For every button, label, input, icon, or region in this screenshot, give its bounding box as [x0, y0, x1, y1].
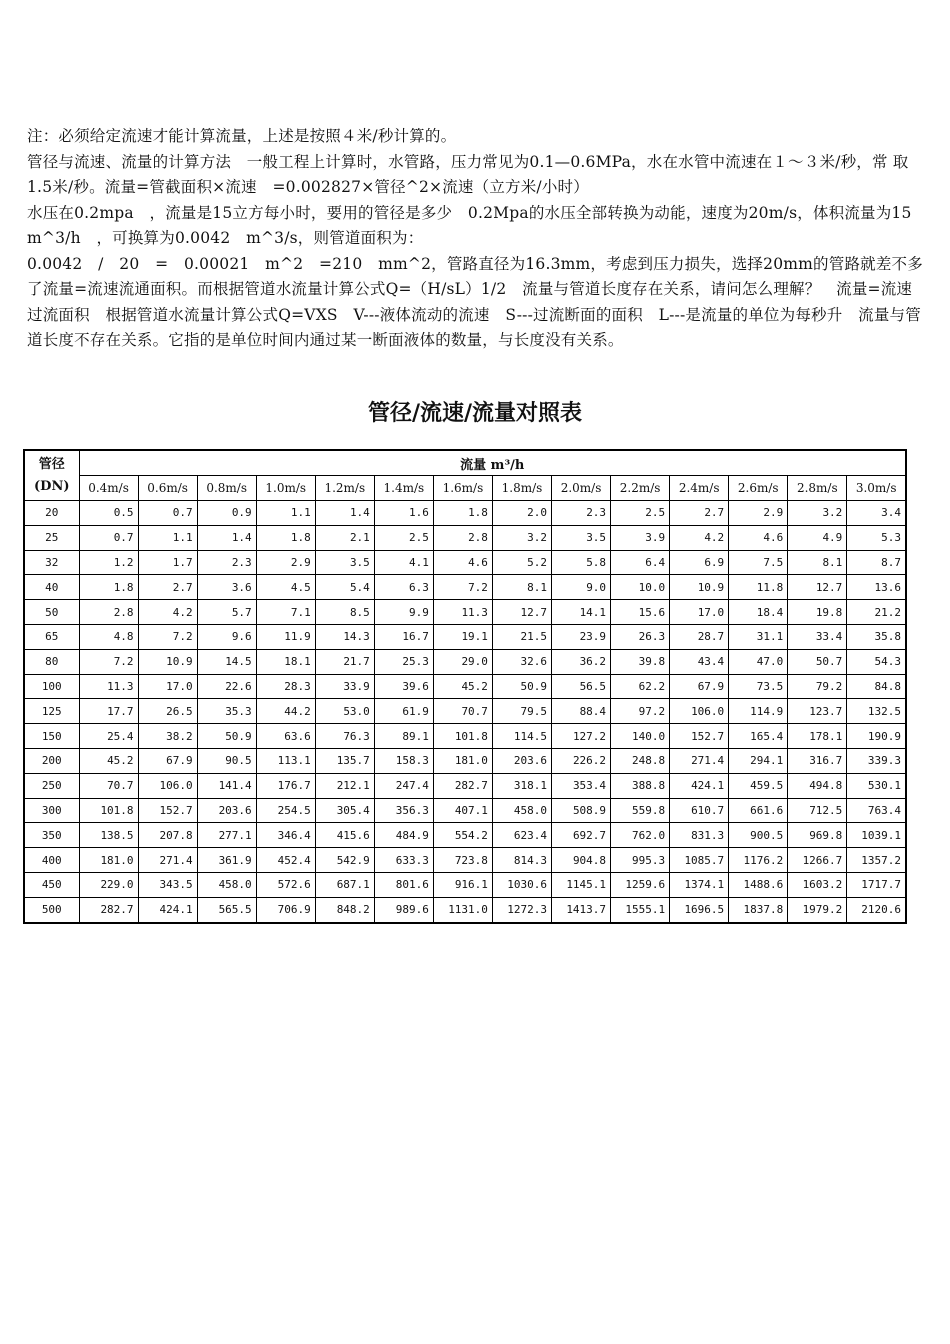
flow-value-cell: 8.1	[788, 550, 847, 575]
table-row	[24, 501, 906, 526]
flow-value-cell: 831.3	[670, 823, 729, 848]
flow-value-cell: 1145.1	[552, 872, 611, 897]
flow-value-cell: 559.8	[611, 798, 670, 823]
flow-value-cell: 484.9	[374, 823, 433, 848]
flow-value-cell: 6.3	[374, 575, 433, 600]
flow-value-cell: 1.7	[138, 550, 197, 575]
flow-value-cell: 138.5	[79, 823, 138, 848]
flow-value-cell: 31.1	[729, 624, 788, 649]
flow-value-cell: 132.5	[847, 699, 906, 724]
flow-value-cell: 712.5	[788, 798, 847, 823]
flow-value-cell: 814.3	[492, 848, 551, 873]
example-paragraph: 水压在0.2mpa ，流量是15立方每小时，要用的管径是多少 0.2Mpa的水压全部转换为动能，速度为20m/s，体积流量为15 m^3/h ，可换算为0.0042 m^3/s，则管道面积为：	[27, 203, 928, 247]
flow-value-cell: 135.7	[315, 748, 374, 773]
flow-value-cell: 254.5	[256, 798, 315, 823]
flow-value-cell: 346.4	[256, 823, 315, 848]
flow-value-cell: 247.4	[374, 773, 433, 798]
flow-value-cell: 692.7	[552, 823, 611, 848]
pipe-diameter-cell: 80	[24, 649, 79, 674]
flow-value-cell: 2120.6	[847, 897, 906, 922]
flow-value-cell: 47.0	[729, 649, 788, 674]
flow-value-cell: 11.3	[433, 600, 492, 625]
flow-value-cell: 176.7	[256, 773, 315, 798]
flow-value-cell: 1259.6	[611, 872, 670, 897]
speed-header-cell: 1.6m/s	[433, 476, 492, 501]
flow-value-cell: 904.8	[552, 848, 611, 873]
flow-value-cell: 4.2	[670, 525, 729, 550]
flow-value-cell: 50.9	[197, 724, 256, 749]
flow-value-cell: 3.5	[552, 525, 611, 550]
flow-value-cell: 1.8	[256, 525, 315, 550]
flow-value-cell: 848.2	[315, 897, 374, 922]
flow-value-cell: 63.6	[256, 724, 315, 749]
flow-value-cell: 38.2	[138, 724, 197, 749]
flow-value-cell: 10.9	[138, 649, 197, 674]
flow-value-cell: 1374.1	[670, 872, 729, 897]
pipe-diameter-cell: 100	[24, 674, 79, 699]
speed-header-cell: 0.4m/s	[79, 476, 138, 501]
pipe-diameter-cell: 32	[24, 550, 79, 575]
flow-value-cell: 610.7	[670, 798, 729, 823]
flow-value-cell: 21.5	[492, 624, 551, 649]
flow-value-cell: 1039.1	[847, 823, 906, 848]
flow-value-cell: 1.1	[138, 525, 197, 550]
flow-value-cell: 1.2	[79, 550, 138, 575]
flow-value-cell: 212.1	[315, 773, 374, 798]
flow-value-cell: 203.6	[197, 798, 256, 823]
flow-value-cell: 6.4	[611, 550, 670, 575]
pipe-diameter-cell: 125	[24, 699, 79, 724]
flow-value-cell: 1488.6	[729, 872, 788, 897]
pipe-diameter-cell: 250	[24, 773, 79, 798]
flow-value-cell: 2.7	[138, 575, 197, 600]
flow-value-cell: 1.6	[374, 501, 433, 526]
flow-value-cell: 6.9	[670, 550, 729, 575]
flow-value-cell: 26.3	[611, 624, 670, 649]
flow-value-cell: 89.1	[374, 724, 433, 749]
flow-value-cell: 39.8	[611, 649, 670, 674]
flow-value-cell: 494.8	[788, 773, 847, 798]
flow-value-cell: 2.0	[492, 501, 551, 526]
flow-value-cell: 12.7	[492, 600, 551, 625]
flow-value-cell: 1717.7	[847, 872, 906, 897]
flow-value-cell: 1.1	[256, 501, 315, 526]
flow-value-cell: 11.9	[256, 624, 315, 649]
method-paragraph: 管径与流速、流量的计算方法 一般工程上计算时，水管路，压力常见为0.1—0.6MPa，水在水管中流速在１～３米/秒，常 取1.5米/秒。流量=管截面积×流速 =0.002827×管径^2×流速（立方米/小时）	[27, 152, 909, 196]
flow-value-cell: 17.0	[138, 674, 197, 699]
flow-value-cell: 1696.5	[670, 897, 729, 922]
flow-value-cell: 114.9	[729, 699, 788, 724]
flow-value-cell: 633.3	[374, 848, 433, 873]
flow-value-cell: 11.3	[79, 674, 138, 699]
flow-value-cell: 0.5	[79, 501, 138, 526]
speed-header-cell: 1.0m/s	[256, 476, 315, 501]
flow-value-cell: 565.5	[197, 897, 256, 922]
flow-value-cell: 23.9	[552, 624, 611, 649]
flow-value-cell: 3.6	[197, 575, 256, 600]
flow-value-cell: 39.6	[374, 674, 433, 699]
flow-value-cell: 2.3	[552, 501, 611, 526]
flow-value-cell: 29.0	[433, 649, 492, 674]
pipe-header-unit: (DN)	[34, 478, 70, 494]
flow-value-cell: 5.8	[552, 550, 611, 575]
flow-value-cell: 2.1	[315, 525, 374, 550]
speed-header-cell: 1.8m/s	[492, 476, 551, 501]
speed-header-row	[24, 476, 906, 501]
flow-value-cell: 123.7	[788, 699, 847, 724]
flow-value-cell: 3.9	[611, 525, 670, 550]
flow-value-cell: 0.9	[197, 501, 256, 526]
table-title: 管径/流速/流量对照表	[367, 400, 583, 426]
flow-value-cell: 4.8	[79, 624, 138, 649]
flow-value-cell: 5.2	[492, 550, 551, 575]
table-row	[24, 897, 906, 922]
table-row	[24, 699, 906, 724]
pipe-diameter-cell: 150	[24, 724, 79, 749]
flow-value-cell: 305.4	[315, 798, 374, 823]
flow-value-cell: 11.8	[729, 575, 788, 600]
flow-value-cell: 8.5	[315, 600, 374, 625]
flow-value-cell: 554.2	[433, 823, 492, 848]
flow-value-cell: 28.7	[670, 624, 729, 649]
flow-value-cell: 7.2	[138, 624, 197, 649]
document-body	[27, 124, 928, 354]
flow-value-cell: 16.7	[374, 624, 433, 649]
flow-value-cell: 1131.0	[433, 897, 492, 922]
flow-value-cell: 2.5	[374, 525, 433, 550]
flow-value-cell: 13.6	[847, 575, 906, 600]
flow-value-cell: 5.3	[847, 525, 906, 550]
table-row	[24, 748, 906, 773]
flow-value-cell: 15.6	[611, 600, 670, 625]
flow-value-cell: 32.6	[492, 649, 551, 674]
flow-value-cell: 114.5	[492, 724, 551, 749]
pipe-diameter-cell: 300	[24, 798, 79, 823]
flow-value-cell: 7.1	[256, 600, 315, 625]
flow-value-cell: 113.1	[256, 748, 315, 773]
flow-value-cell: 25.3	[374, 649, 433, 674]
pipe-diameter-cell: 350	[24, 823, 79, 848]
flow-value-cell: 687.1	[315, 872, 374, 897]
flow-value-cell: 1979.2	[788, 897, 847, 922]
flow-value-cell: 415.6	[315, 823, 374, 848]
flow-value-cell: 424.1	[670, 773, 729, 798]
flow-value-cell: 4.2	[138, 600, 197, 625]
flow-value-cell: 76.3	[315, 724, 374, 749]
table-row	[24, 872, 906, 897]
flow-value-cell: 900.5	[729, 823, 788, 848]
table-row	[24, 773, 906, 798]
flow-value-cell: 53.0	[315, 699, 374, 724]
flow-value-cell: 356.3	[374, 798, 433, 823]
flow-value-cell: 271.4	[138, 848, 197, 873]
flow-value-cell: 1030.6	[492, 872, 551, 897]
flow-value-cell: 165.4	[729, 724, 788, 749]
pipe-diameter-cell: 40	[24, 575, 79, 600]
flow-value-cell: 79.5	[492, 699, 551, 724]
flow-value-cell: 361.9	[197, 848, 256, 873]
flow-value-cell: 343.5	[138, 872, 197, 897]
flow-value-cell: 353.4	[552, 773, 611, 798]
flow-value-cell: 459.5	[729, 773, 788, 798]
flow-value-cell: 21.7	[315, 649, 374, 674]
table-row	[24, 724, 906, 749]
speed-header-cell: 0.6m/s	[138, 476, 197, 501]
flow-value-cell: 18.1	[256, 649, 315, 674]
flow-value-cell: 294.1	[729, 748, 788, 773]
flow-value-cell: 248.8	[611, 748, 670, 773]
flow-value-cell: 388.8	[611, 773, 670, 798]
flow-value-cell: 661.6	[729, 798, 788, 823]
flow-value-cell: 73.5	[729, 674, 788, 699]
flow-value-cell: 1266.7	[788, 848, 847, 873]
flow-value-cell: 763.4	[847, 798, 906, 823]
table-row	[24, 848, 906, 873]
flow-value-cell: 3.5	[315, 550, 374, 575]
flow-value-cell: 12.7	[788, 575, 847, 600]
flow-value-cell: 2.8	[433, 525, 492, 550]
flow-value-cell: 989.6	[374, 897, 433, 922]
flow-value-cell: 45.2	[79, 748, 138, 773]
flow-value-cell: 3.2	[492, 525, 551, 550]
pipe-diameter-cell: 65	[24, 624, 79, 649]
flow-value-cell: 9.0	[552, 575, 611, 600]
flow-value-cell: 19.8	[788, 600, 847, 625]
flow-value-cell: 339.3	[847, 748, 906, 773]
table-body	[24, 501, 906, 923]
table-row	[24, 798, 906, 823]
flow-value-cell: 35.3	[197, 699, 256, 724]
flow-value-cell: 7.2	[79, 649, 138, 674]
flow-value-cell: 88.4	[552, 699, 611, 724]
flow-value-cell: 1603.2	[788, 872, 847, 897]
flow-value-cell: 70.7	[79, 773, 138, 798]
flow-value-cell: 36.2	[552, 649, 611, 674]
flow-value-cell: 282.7	[433, 773, 492, 798]
flow-value-cell: 21.2	[847, 600, 906, 625]
flow-value-cell: 452.4	[256, 848, 315, 873]
flow-value-cell: 2.9	[729, 501, 788, 526]
flow-value-cell: 4.6	[729, 525, 788, 550]
flow-value-cell: 2.8	[79, 600, 138, 625]
flow-value-cell: 97.2	[611, 699, 670, 724]
speed-header-cell: 2.0m/s	[552, 476, 611, 501]
flow-value-cell: 14.5	[197, 649, 256, 674]
flow-value-cell: 5.7	[197, 600, 256, 625]
flow-value-cell: 7.5	[729, 550, 788, 575]
speed-header-cell: 1.2m/s	[315, 476, 374, 501]
flow-value-cell: 18.4	[729, 600, 788, 625]
flow-value-cell: 62.2	[611, 674, 670, 699]
table-row	[24, 525, 906, 550]
pipe-diameter-cell: 500	[24, 897, 79, 922]
flow-value-cell: 3.4	[847, 501, 906, 526]
flow-value-cell: 316.7	[788, 748, 847, 773]
flow-value-cell: 181.0	[79, 848, 138, 873]
flow-value-cell: 141.4	[197, 773, 256, 798]
flow-value-cell: 61.9	[374, 699, 433, 724]
flow-value-cell: 1.4	[197, 525, 256, 550]
flow-value-cell: 33.9	[315, 674, 374, 699]
flow-value-cell: 178.1	[788, 724, 847, 749]
flow-value-cell: 152.7	[670, 724, 729, 749]
flow-value-cell: 706.9	[256, 897, 315, 922]
pipe-diameter-cell: 200	[24, 748, 79, 773]
speed-header-cell: 3.0m/s	[847, 476, 906, 501]
flow-header: 流量 m³/h	[79, 450, 906, 476]
flow-value-cell: 70.7	[433, 699, 492, 724]
flow-value-cell: 19.1	[433, 624, 492, 649]
flow-value-cell: 3.2	[788, 501, 847, 526]
flow-value-cell: 0.7	[79, 525, 138, 550]
pipe-diameter-cell: 25	[24, 525, 79, 550]
flow-value-cell: 4.5	[256, 575, 315, 600]
flow-value-cell: 277.1	[197, 823, 256, 848]
pipe-diameter-cell: 450	[24, 872, 79, 897]
flow-value-cell: 1413.7	[552, 897, 611, 922]
flow-value-cell: 84.8	[847, 674, 906, 699]
speed-header-cell: 2.4m/s	[670, 476, 729, 501]
flow-value-cell: 424.1	[138, 897, 197, 922]
flow-value-cell: 9.6	[197, 624, 256, 649]
flow-value-cell: 26.5	[138, 699, 197, 724]
flow-value-cell: 90.5	[197, 748, 256, 773]
flow-value-cell: 56.5	[552, 674, 611, 699]
flow-value-cell: 25.4	[79, 724, 138, 749]
pipe-header-label: 管径	[38, 456, 65, 472]
flow-table	[23, 449, 907, 924]
flow-value-cell: 623.4	[492, 823, 551, 848]
flow-value-cell: 203.6	[492, 748, 551, 773]
flow-value-cell: 106.0	[138, 773, 197, 798]
flow-value-cell: 1085.7	[670, 848, 729, 873]
speed-header-cell: 2.2m/s	[611, 476, 670, 501]
flow-value-cell: 2.9	[256, 550, 315, 575]
table-row	[24, 649, 906, 674]
flow-value-cell: 14.1	[552, 600, 611, 625]
flow-value-cell: 10.9	[670, 575, 729, 600]
flow-value-cell: 67.9	[670, 674, 729, 699]
pipe-diameter-cell: 400	[24, 848, 79, 873]
flow-value-cell: 801.6	[374, 872, 433, 897]
flow-value-cell: 43.4	[670, 649, 729, 674]
flow-value-cell: 158.3	[374, 748, 433, 773]
flow-value-cell: 572.6	[256, 872, 315, 897]
speed-header-cell: 0.8m/s	[197, 476, 256, 501]
speed-header-cell: 2.6m/s	[729, 476, 788, 501]
flow-value-cell: 127.2	[552, 724, 611, 749]
flow-value-cell: 8.7	[847, 550, 906, 575]
flow-value-cell: 14.3	[315, 624, 374, 649]
flow-value-cell: 723.8	[433, 848, 492, 873]
flow-value-cell: 916.1	[433, 872, 492, 897]
flow-value-cell: 1.4	[315, 501, 374, 526]
flow-value-cell: 1176.2	[729, 848, 788, 873]
flow-value-cell: 44.2	[256, 699, 315, 724]
speed-header-cell: 1.4m/s	[374, 476, 433, 501]
flow-value-cell: 17.7	[79, 699, 138, 724]
flow-value-cell: 1357.2	[847, 848, 906, 873]
table-row	[24, 600, 906, 625]
flow-value-cell: 1555.1	[611, 897, 670, 922]
flow-value-cell: 995.3	[611, 848, 670, 873]
flow-value-cell: 22.6	[197, 674, 256, 699]
flow-value-cell: 54.3	[847, 649, 906, 674]
flow-value-cell: 407.1	[433, 798, 492, 823]
flow-value-cell: 1.8	[433, 501, 492, 526]
flow-value-cell: 318.1	[492, 773, 551, 798]
note-paragraph: 注：必须给定流速才能计算流量，上述是按照４米/秒计算的。	[27, 127, 457, 145]
flow-value-cell: 5.4	[315, 575, 374, 600]
flow-value-cell: 969.8	[788, 823, 847, 848]
flow-value-cell: 271.4	[670, 748, 729, 773]
table-row	[24, 550, 906, 575]
flow-value-cell: 67.9	[138, 748, 197, 773]
flow-value-cell: 2.3	[197, 550, 256, 575]
flow-value-cell: 50.9	[492, 674, 551, 699]
flow-value-cell: 458.0	[197, 872, 256, 897]
flow-value-cell: 0.7	[138, 501, 197, 526]
flow-value-cell: 542.9	[315, 848, 374, 873]
flow-value-cell: 181.0	[433, 748, 492, 773]
flow-value-cell: 190.9	[847, 724, 906, 749]
flow-value-cell: 28.3	[256, 674, 315, 699]
flow-value-cell: 207.8	[138, 823, 197, 848]
table-row	[24, 624, 906, 649]
flow-value-cell: 458.0	[492, 798, 551, 823]
flow-value-cell: 17.0	[670, 600, 729, 625]
flow-value-cell: 106.0	[670, 699, 729, 724]
flow-value-cell: 8.1	[492, 575, 551, 600]
speed-header-cell: 2.8m/s	[788, 476, 847, 501]
flow-value-cell: 1272.3	[492, 897, 551, 922]
table-row	[24, 674, 906, 699]
flow-value-cell: 4.6	[433, 550, 492, 575]
flow-value-cell: 140.0	[611, 724, 670, 749]
flow-value-cell: 4.9	[788, 525, 847, 550]
flow-value-cell: 33.4	[788, 624, 847, 649]
flow-value-cell: 1.8	[79, 575, 138, 600]
flow-value-cell: 101.8	[433, 724, 492, 749]
flow-value-cell: 50.7	[788, 649, 847, 674]
pipe-diameter-cell: 20	[24, 501, 79, 526]
flow-value-cell: 79.2	[788, 674, 847, 699]
flow-value-cell: 7.2	[433, 575, 492, 600]
flow-value-cell: 9.9	[374, 600, 433, 625]
flow-value-cell: 4.1	[374, 550, 433, 575]
flow-value-cell: 2.7	[670, 501, 729, 526]
flow-value-cell: 2.5	[611, 501, 670, 526]
flow-value-cell: 508.9	[552, 798, 611, 823]
explanation-paragraph: 0.0042 / 20 = 0.00021 m^2 =210 mm^2，管路直径为16.3mm，考虑到压力损失，选择20mm的管路就差不多了流量=流速流通面积。而根据管道水流量计算公式Q=（H/sL）1/2 流量与管道长度存在关系，请问怎么理解？ 流量=流速过流面积 根据管道水流量计算公式Q=VXS V---液体流动的流速 S---过流断面的面积 L---是流量的单位为每秒升 流量与管道长度不存在关系。它指的是单位时间内通过某一断面液体的数量，与长度没有关系。	[27, 254, 923, 349]
table-row	[24, 823, 906, 848]
flow-value-cell: 226.2	[552, 748, 611, 773]
flow-value-cell: 282.7	[79, 897, 138, 922]
pipe-diameter-cell: 50	[24, 600, 79, 625]
flow-value-cell: 1837.8	[729, 897, 788, 922]
flow-value-cell: 101.8	[79, 798, 138, 823]
flow-value-cell: 530.1	[847, 773, 906, 798]
flow-value-cell: 762.0	[611, 823, 670, 848]
table-row	[24, 575, 906, 600]
flow-value-cell: 35.8	[847, 624, 906, 649]
flow-value-cell: 152.7	[138, 798, 197, 823]
flow-value-cell: 10.0	[611, 575, 670, 600]
pipe-diameter-header	[24, 450, 79, 501]
flow-value-cell: 229.0	[79, 872, 138, 897]
flow-value-cell: 45.2	[433, 674, 492, 699]
